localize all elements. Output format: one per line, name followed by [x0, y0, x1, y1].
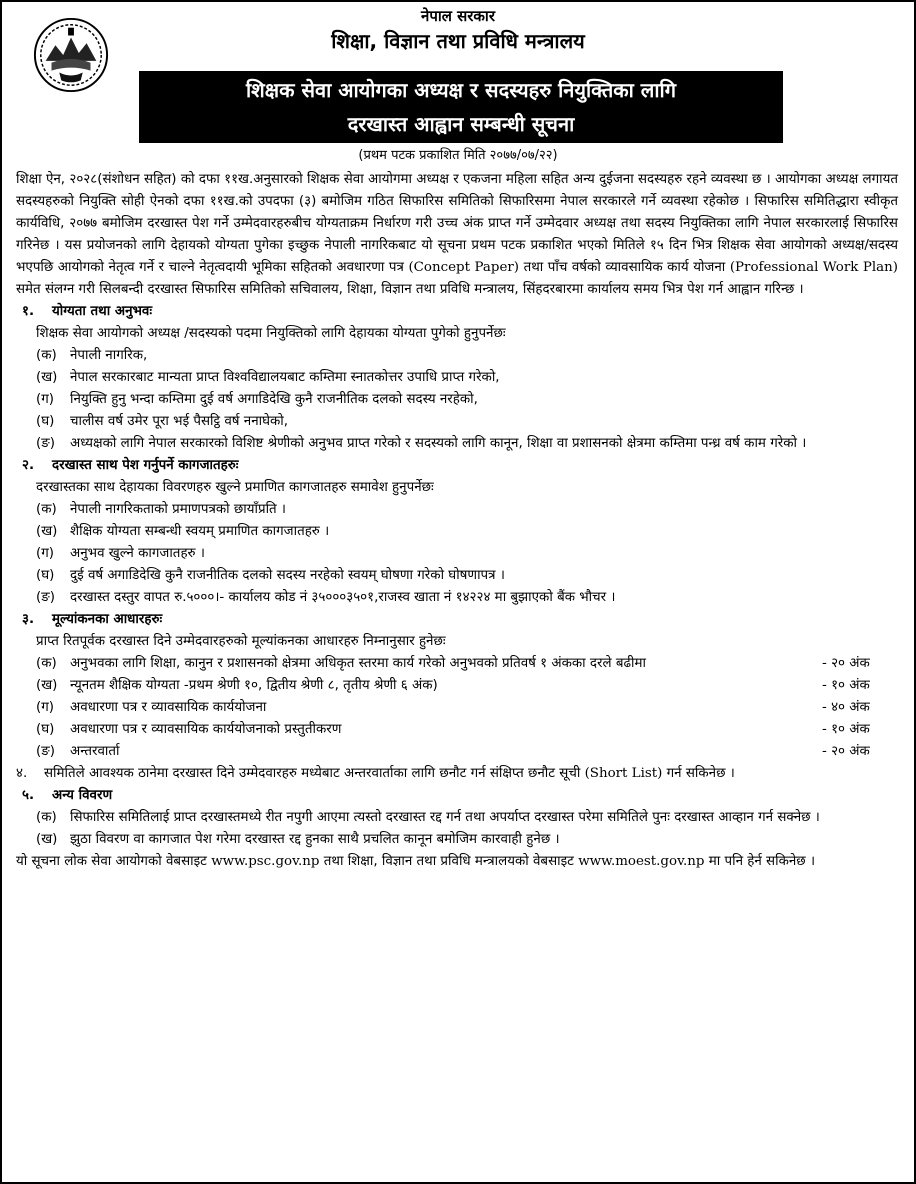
- score-row: [16, 697, 898, 719]
- section4-text-main: समितिले आवश्यक ठानेमा दरखास्त दिने उम्मेदवारहरु मध्येबाट अन्तरवार्ताका लागि छनौट गर्न संक्षिप्त छनौट सूची: [44, 766, 581, 781]
- footer-text-3: मा पनि हेर्न सकिनेछ ।: [708, 854, 816, 869]
- list-item: [16, 565, 898, 587]
- footer-text-2: तथा शिक्षा, विज्ञान तथा प्रविधि मन्त्रालयको वेबसाइट: [323, 854, 574, 869]
- section3-intro: प्राप्त रितपूर्वक दरखास्त दिने उम्मेदवारहरुको मूल्यांकनका आधारहरु निम्नानुसार हुनेछः: [36, 634, 446, 649]
- item-text: अवधारणा पत्र र व्यावसायिक कार्ययोजना: [70, 700, 267, 715]
- intro-text-2: तथा पाँच वर्षको व्यावसायिक कार्य योजना: [523, 260, 726, 275]
- section3-title: मूल्यांकनका आधारहरुः: [52, 612, 163, 627]
- notice-title-line1: शिक्षक सेवा आयोगका अध्यक्ष र सदस्यहरु नियुक्तिका लागि: [246, 78, 676, 102]
- item-text: शैक्षिक योग्यता सम्बन्धी स्वयम् प्रमाणित कागजातहरु ।: [70, 524, 330, 539]
- score-row: [16, 675, 898, 697]
- item-text: दुई वर्ष अगाडिदेखि कुनै राजनीतिक दलको सदस्य नरहेको स्वयम् घोषणा गरेको घोषणापत्र ।: [70, 568, 505, 583]
- notice-title-box: [139, 71, 783, 143]
- item-mark: (क): [36, 810, 57, 825]
- item-text: अनुभव खुल्ने कागजातहरु ।: [70, 546, 205, 561]
- item-text: नियुक्ति हुनु भन्दा कम्तिमा दुई वर्ष अगाडिदेखि कुनै राजनीतिक दलको सदस्य नरहेको,: [70, 392, 478, 407]
- item-text: झुठा विवरण वा कागजात पेश गरेमा दरखास्त रद्द हुनका साथै प्रचलित कानून बमोजिम कारवाही हुनेछ ।: [70, 832, 560, 847]
- item-text: न्यूनतम शैक्षिक योग्यता -प्रथम श्रेणी १०, द्वितीय श्रेणी ८, तृतीय श्रेणी ६ अंक): [70, 678, 438, 693]
- list-item: [16, 543, 898, 565]
- item-text: अन्तरवार्ता: [70, 744, 120, 759]
- score-row: [16, 741, 898, 763]
- section5-number: ५.: [22, 788, 35, 803]
- section3-heading: [16, 609, 898, 631]
- item-points: - १० अंक: [822, 678, 870, 693]
- item-points: - १० अंक: [822, 722, 870, 737]
- item-mark: (ग): [36, 392, 54, 407]
- psc-website-link[interactable]: www.psc.gov.np: [211, 854, 320, 869]
- item-text: नेपाली नागरिकताको प्रमाणपत्रको छायाँप्रति ।: [70, 502, 287, 517]
- government-name: नेपाल सरकार: [421, 7, 495, 25]
- section2-number: २.: [22, 458, 35, 473]
- item-text: चालीस वर्ष उमेर पूरा भई पैसट्ठि वर्ष ननाघेको,: [70, 414, 289, 429]
- item-text: अवधारणा पत्र र व्यावसायिक कार्ययोजनाको प्रस्तुतीकरण: [70, 722, 342, 737]
- item-mark: (क): [36, 656, 57, 671]
- notice-body: [16, 169, 898, 873]
- section4-text-end: गर्न सकिनेछ ।: [666, 766, 735, 781]
- item-mark: (क): [36, 502, 57, 517]
- moest-website-link[interactable]: www.moest.gov.np: [578, 854, 705, 869]
- section5-title: अन्य विवरण: [52, 788, 113, 803]
- item-points: - ४० अंक: [822, 700, 870, 715]
- published-date: (प्रथम पटक प्रकाशित मिति २०७७/०७/२२): [358, 148, 558, 163]
- list-item: [16, 521, 898, 543]
- list-item: [16, 367, 898, 389]
- item-mark: (क): [36, 348, 57, 363]
- section4-text: [44, 763, 898, 785]
- item-mark: (ङ): [36, 436, 55, 451]
- footer-note: [16, 851, 898, 873]
- item-mark: (ख): [36, 524, 58, 539]
- item-points: - २० अंक: [822, 744, 870, 759]
- item-text: अध्यक्षको लागि नेपाल सरकारको विशिष्ट श्रेणीको अनुभव प्राप्त गरेको र सदस्यको लागि कानून, शिक्षा वा प्रशासनको क्षेत्रमा कम्तिमा पन्ध्र वर्ष काम गरेको ।: [70, 436, 807, 451]
- ministry-name: शिक्षा, विज्ञान तथा प्रविधि मन्त्रालय: [331, 29, 585, 53]
- list-item: [16, 433, 898, 455]
- footer-text-1: यो सूचना लोक सेवा आयोगको वेबसाइट: [16, 854, 207, 869]
- list-item: [16, 411, 898, 433]
- item-text: नेपाली नागरिक,: [70, 348, 148, 363]
- notice-header: [2, 6, 914, 56]
- item-text: अनुभवका लागि शिक्षा, कानुन र प्रशासनको क्षेत्रमा अधिकृत स्तरमा कार्य गरेको अनुभवको प्रतिवर्ष १ अंकका दरले बढीमा: [70, 656, 646, 671]
- item-points: - २० अंक: [822, 656, 870, 671]
- section4-number: ४.: [16, 766, 28, 781]
- section4-item: [16, 763, 898, 785]
- item-mark: (ङ): [36, 590, 55, 605]
- list-item: [16, 499, 898, 521]
- section1-heading: [16, 301, 898, 323]
- item-text: दरखास्त दस्तुर वापत रु.५०००।- कार्यालय कोड नं ३५०००३५०१,राजस्व खाता नं १४२२४ मा बुझाएको बैंक भौचर ।: [70, 590, 616, 605]
- section1-intro: शिक्षक सेवा आयोगको अध्यक्ष /सदस्यको पदमा नियुक्तिको लागि देहायका योग्यता पुगेको हुनुपर्नेछः: [36, 326, 506, 341]
- list-item: [16, 807, 898, 829]
- intro-text-1: शिक्षा ऐन, २०२८(संशोधन सहित) को दफा ११ख.अनुसारको शिक्षक सेवा आयोगमा अध्यक्ष र एकजना महिला सहित अन्य दुईजना सदस्यहरु रहने व्यवस्था छ । आयोगका अध्यक्ष लगायत सदस्यहरुको नियुक्ति सोही ऐनको दफा ११ख.को उपदफा (३) बमोजिम गठित सिफारिस समितिको सिफारिसमा नेपाल सरकारले गर्ने व्यवस्था रहेकोछ । सिफारिस समितिद्धारा स्वीकृत कार्यविधि, २०७७ बमोजिम दरखास्त पेश गर्ने उम्मेदवारहरुबीच योग्यताक्रम निर्धारण गरी उच्च अंक प्राप्त गर्ने उम्मेदवार अध्यक्ष तथा सदस्य नियुक्तिका लागि नेपाल सरकारलाई सिफारिस गरिनेछ । यस प्रयोजनको लागि देहायको योग्यता पुगेका इच्छुक नेपाली नागरिकबाट यो सूचना प्रथम पटक प्रकाशित भएको मितिले १५ दिन भित्र शिक्षक सेवा आयोगको अध्यक्ष/सदस्य भएपछि आयोगको नेतृत्व गर्ने र चाल्ने नेतृत्वदायी भूमिका सहितको अवधारणा पत्र: [16, 172, 898, 275]
- score-row: [16, 653, 898, 675]
- section3-number: ३.: [22, 612, 35, 627]
- item-text: सिफारिस समितिलाई प्राप्त दरखास्तमध्ये रीत नपुगी आएमा त्यस्तो दरखास्त रद्द गर्न तथा अपर्याप्त दरखास्त परेमा समितिले पुनः दरखास्त आव्हान गर्न सक्नेछ ।: [70, 810, 820, 825]
- item-mark: (ङ): [36, 744, 55, 759]
- section2-title: दरखास्त साथ पेश गर्नुपर्ने कागजातहरुः: [52, 458, 239, 473]
- item-text: नेपाल सरकारबाट मान्यता प्राप्त विश्वविद्यालयबाट कम्तिमा स्नातकोत्तर उपाधि प्राप्त गरेको,: [70, 370, 500, 385]
- section5-heading: [16, 785, 898, 807]
- work-plan-term: (Professional Work Plan): [729, 260, 898, 275]
- intro-paragraph: [16, 169, 898, 301]
- section1-title: योग्यता तथा अनुभवः: [52, 304, 153, 319]
- list-item: [16, 389, 898, 411]
- notice-title-line2: दरखास्त आह्वान सम्बन्धी सूचना: [347, 112, 575, 136]
- score-row: [16, 719, 898, 741]
- list-item: [16, 587, 898, 609]
- item-mark: (ग): [36, 700, 54, 715]
- item-mark: (ख): [36, 832, 58, 847]
- item-mark: (घ): [36, 722, 55, 737]
- item-mark: (घ): [36, 568, 55, 583]
- item-mark: (ख): [36, 678, 58, 693]
- section1-number: १.: [22, 304, 35, 319]
- item-mark: (ग): [36, 546, 54, 561]
- item-mark: (ख): [36, 370, 58, 385]
- short-list-term: (Short List): [584, 766, 663, 781]
- concept-paper-term: (Concept Paper): [408, 260, 520, 275]
- item-mark: (घ): [36, 414, 55, 429]
- list-item: [16, 829, 898, 851]
- intro-text-3: समेत संलग्न गरी सिलबन्दी दरखास्त सिफारिस समितिको सचिवालय, शिक्षा, विज्ञान तथा प्रविधि मन्त्रालय, सिंहदरबारमा कार्यालय समय भित्र पेश गर्न आह्वान गरिन्छ ।: [16, 282, 804, 297]
- section2-intro: दरखास्तका साथ देहायका विवरणहरु खुल्ने प्रमाणित कागजातहरु समावेश हुनुपर्नेछः: [36, 480, 434, 495]
- section2-heading: [16, 455, 898, 477]
- list-item: [16, 345, 898, 367]
